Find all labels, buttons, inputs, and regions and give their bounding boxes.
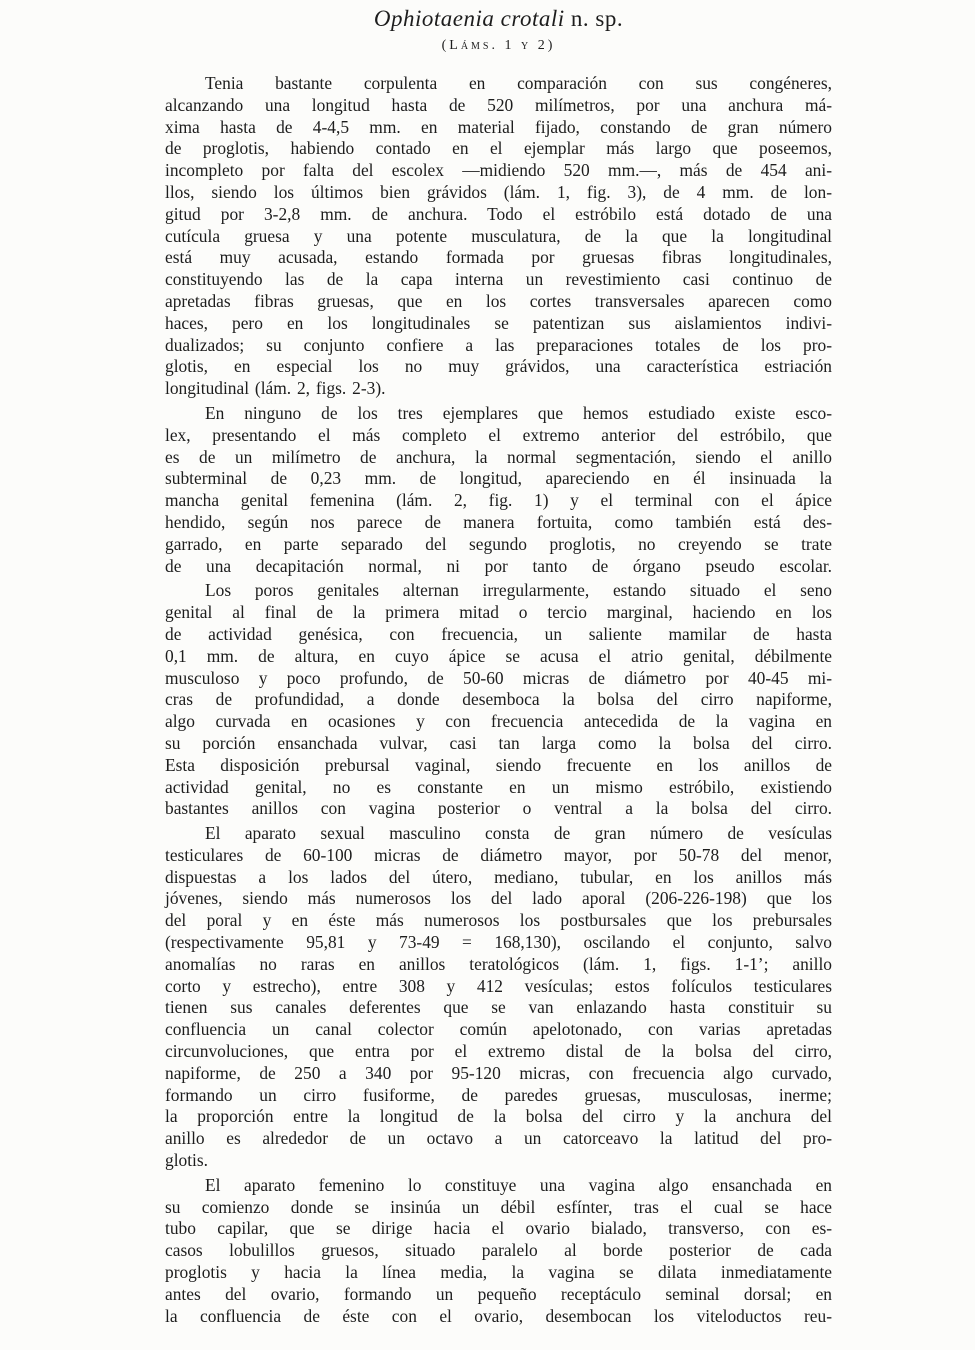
text-line: proglotis y hacia la línea media, la vagina se dilata inmediatamente (165, 1262, 832, 1283)
text-line: mancha genital femenina (lám. 2, fig. 1) y el terminal con el ápice (165, 490, 832, 511)
text-line: tienen sus canales deferentes que se van enlazando hasta constituir su (165, 997, 832, 1018)
text-line: constituyendo las de la capa interna un revestimiento casi continuo de (165, 269, 832, 290)
paragraph (165, 73, 832, 400)
text-line: es de un milímetro de anchura, la normal segmentación, siendo el anillo (165, 446, 832, 467)
text-line: de una decapitación normal, ni por tanto de órgano pseudo escolar. (165, 555, 832, 576)
text-line: de proglotis, habiendo contado en el ejemplar más largo que poseemos, (165, 138, 832, 159)
paragraph (165, 403, 832, 577)
species-name: Ophiotaenia crotali (373, 6, 565, 31)
text-line: lex, presentando el más completo el extremo anterior del estróbilo, que (165, 424, 832, 445)
text-line: glotis, en especial los no muy grávidos, una característica estriación (165, 356, 832, 377)
text-line: glotis. (165, 1150, 209, 1171)
text-line: actividad genital, no es constante en un mismo estróbilo, existiendo (165, 776, 832, 797)
text-line: alcanzando una longitud hasta de 520 milímetros, por una anchura má- (165, 94, 832, 115)
text-line: garrado, en parte separado del segundo proglotis, no creyendo se trate (165, 533, 832, 554)
text-line: napiforme, de 250 a 340 por 95-120 micras, con frecuencia algo curvado, (165, 1062, 832, 1083)
text-line: genital al final de la primera mitad o tercio marginal, haciendo en los (165, 602, 832, 623)
text-line: musculoso y poco profundo, de 50-60 micras de diámetro por 40-45 mi- (165, 667, 832, 688)
text-line: (respectivamente 95,81 y 73-49 = 168,130), oscilando el conjunto, salvo (165, 932, 832, 953)
text-line: subterminal de 0,23 mm. de longitud, apareciendo en él insinuada la (165, 468, 832, 489)
text-line: dualizados; su conjunto confiere a las preparaciones totales de los pro- (165, 334, 832, 355)
paragraph (165, 580, 832, 820)
text-line: antes del ovario, formando un pequeño receptáculo seminal dorsal; en (165, 1283, 832, 1304)
text-line: está muy acusada, estando formada por gruesas fibras longitudinales, (165, 247, 832, 268)
text-line: bastantes anillos con vagina posterior o ventral a la bolsa del cirro. (165, 798, 832, 819)
text-line: El aparato sexual masculino consta de gran número de vesículas (205, 823, 832, 844)
text-line: 0,1 mm. de altura, en cuyo ápice se acusa el atrio genital, débilmente (165, 645, 832, 666)
page-content (165, 6, 832, 1327)
text-line: dispuestas a los lados del útero, mediano, tubular, en los anillos más (165, 866, 832, 887)
paragraph (165, 1175, 832, 1328)
text-line: tubo capilar, que se dirige hacia el ovario bialado, transverso, con es- (165, 1218, 832, 1239)
text-line: jóvenes, siendo más numerosos los del lado aporal (206-226-198) que los (165, 888, 832, 909)
text-line: cutícula gruesa y una potente musculatura, de la que la longitudinal (165, 225, 832, 246)
paragraph (165, 823, 832, 1172)
text-line: gitud por 3-2,8 mm. de anchura. Todo el estróbilo está dotado de una (165, 203, 832, 224)
text-line: algo curvada en ocasiones y con frecuencia antecedida de la vagina en (165, 711, 832, 732)
text-line: confluencia un canal colector común apelotonado, con varias apretadas (165, 1019, 832, 1040)
article-body (165, 73, 832, 1327)
text-line: del poral y en éste más numerosos los postbursales que los prebursales (165, 910, 832, 931)
text-line: apretadas fibras gruesas, que en los cortes transversales aparecen como (165, 290, 832, 311)
text-line: testiculares de 60-100 micras de diámetro mayor, por 50-78 del menor, (165, 844, 832, 865)
plates-reference: (Láms. 1 y 2) (441, 38, 556, 53)
text-line: incompleto por falta del escolex —midiendo 520 mm.—, más de 454 ani- (165, 160, 832, 181)
text-line: corto y estrecho), entre 308 y 412 vesículas; estos folículos testiculares (165, 975, 832, 996)
text-line: la proporción entre la longitud de la bolsa del cirro y la anchura del (165, 1106, 832, 1127)
text-line: longitudinal (lám. 2, figs. 2-3). (165, 378, 386, 399)
article-title (165, 6, 832, 32)
text-line: formando un cirro fusiforme, de paredes gruesas, musculosas, inerme; (165, 1084, 832, 1105)
text-line: su porción ensanchada vulvar, casi tan larga como la bolsa del cirro. (165, 732, 832, 753)
text-line: circunvoluciones, que entra por el extremo distal de la bolsa del cirro, (165, 1041, 832, 1062)
text-line: de actividad genésica, con frecuencia, un saliente mamilar de hasta (165, 623, 832, 644)
text-line: anillo es alrededor de un octavo a un catorceavo la latitud del pro- (165, 1128, 832, 1149)
title-suffix: n. sp. (564, 6, 624, 31)
text-line: llos, siendo los últimos bien grávidos (lám. 1, fig. 3), de 4 mm. de lon- (165, 181, 832, 202)
text-line: la confluencia de éste con el ovario, desembocan los viteloductos reu- (165, 1305, 832, 1326)
text-line: cras de profundidad, a donde desemboca la bolsa del cirro napiforme, (165, 689, 832, 710)
text-line: Tenia bastante corpulenta en comparación con sus congéneres, (205, 73, 832, 93)
text-line: su comienzo donde se insinúa un débil esfínter, tras el cual se hace (165, 1196, 832, 1217)
text-line: xima hasta de 4-4,5 mm. en material fijado, constando de gran número (165, 116, 832, 137)
text-line: hendido, según nos parece de manera fortuita, como también está des- (165, 511, 832, 532)
text-line: En ninguno de los tres ejemplares que hemos estudiado existe esco- (205, 402, 832, 423)
text-line: anomalías no raras en anillos teratológicos (lám. 1, figs. 1-1’; anillo (165, 953, 832, 974)
text-line: Esta disposición prebursal vaginal, siendo frecuente en los anillos de (165, 754, 832, 775)
text-line: haces, pero en los longitudinales se patentizan sus aislamientos indivi- (165, 312, 832, 333)
text-line: Los poros genitales alternan irregularmente, estando situado el seno (205, 580, 832, 601)
text-line: El aparato femenino lo constituye una vagina algo ensanchada en (205, 1174, 832, 1195)
text-line: casos lobulillos gruesos, situado paralelo al borde posterior de cada (165, 1240, 832, 1261)
